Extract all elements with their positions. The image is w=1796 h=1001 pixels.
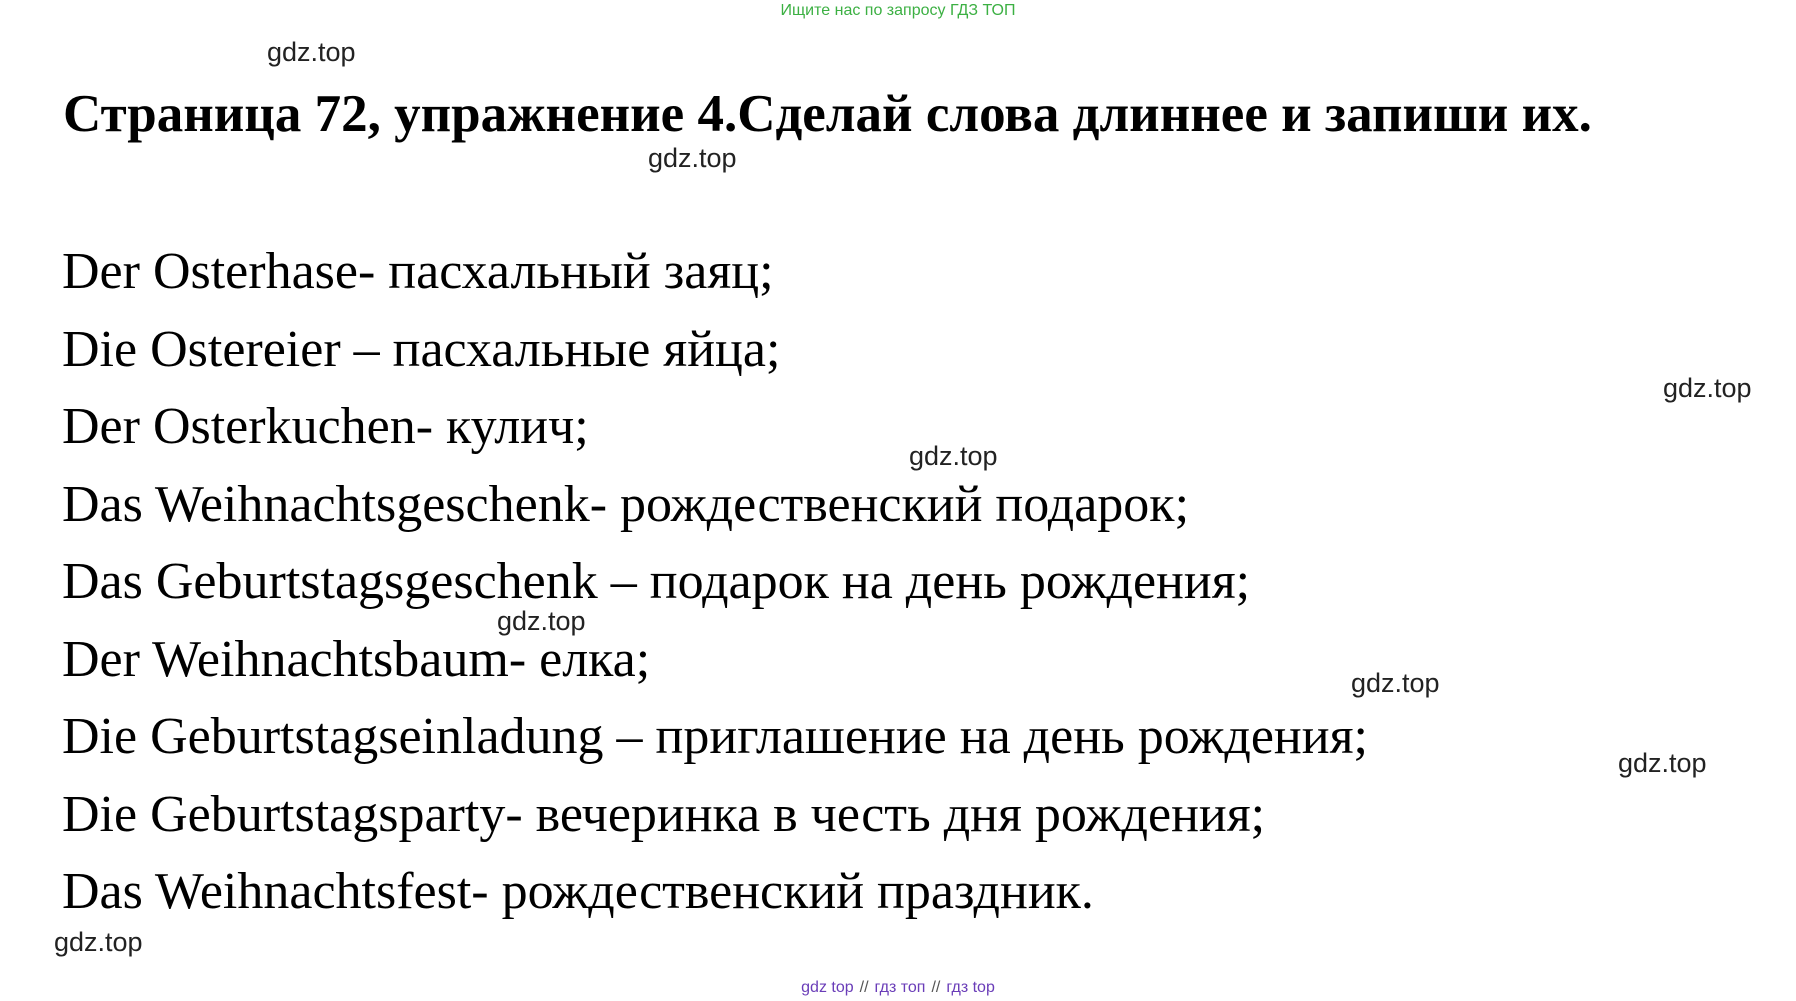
- footer-link[interactable]: гдз top: [946, 979, 995, 996]
- footer-separator: //: [931, 979, 941, 996]
- page-title: Страница 72, упражнение 4.Сделай слова длиннее и запиши их.: [63, 85, 1592, 143]
- list-item: Die Ostereier – пасхальные яйца;: [62, 320, 781, 378]
- list-item: Der Osterkuchen- кулич;: [62, 398, 589, 455]
- watermark: gdz.top: [1618, 748, 1707, 778]
- watermark: gdz.top: [648, 143, 737, 173]
- watermark: gdz.top: [54, 927, 143, 957]
- list-item: Der Osterhase- пасхальный заяц;: [62, 243, 774, 300]
- list-item: Die Geburtstagseinladung – приглашение на день рождения;: [62, 708, 1368, 765]
- list-item: Die Geburtstagsparty- вечеринка в честь дня рождения;: [62, 785, 1266, 843]
- footer-links: [0, 978, 1796, 998]
- footer-separator: //: [859, 979, 869, 996]
- watermark: gdz.top: [1351, 668, 1440, 698]
- footer-link[interactable]: gdz top: [801, 979, 854, 996]
- word-list: [62, 233, 1368, 931]
- list-item: Der Weihnachtsbaum- елка;: [62, 630, 651, 688]
- watermark: gdz.top: [1663, 373, 1752, 403]
- list-item: Das Weihnachtsfest- рождественский праздник.: [62, 863, 1094, 920]
- top-banner[interactable]: Ищите нас по запросу ГДЗ ТОП: [780, 2, 1016, 19]
- list-item: Das Geburtstagsgeschenk – подарок на день рождения;: [62, 553, 1251, 610]
- list-item: Das Weihnachtsgeschenk- рождественский подарок;: [62, 475, 1190, 533]
- watermark: gdz.top: [909, 441, 998, 471]
- footer-link[interactable]: гдз топ: [874, 979, 926, 996]
- watermark: gdz.top: [267, 37, 356, 67]
- watermark: gdz.top: [497, 606, 586, 636]
